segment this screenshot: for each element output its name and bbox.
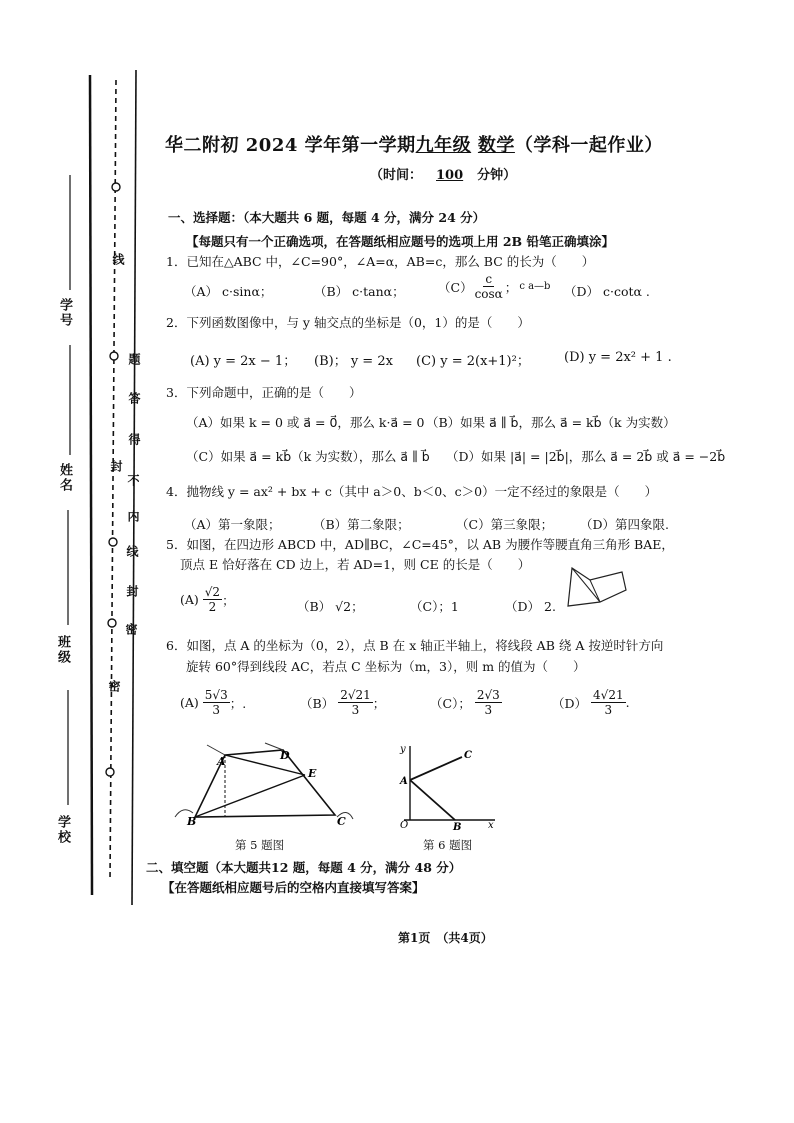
binding-line-dashed xyxy=(110,80,116,880)
q3-option-a: （A）如果 k = 0 或 a⃗ = 0⃗，那么 k·a⃗ = 0 xyxy=(186,415,425,430)
fig6-label: B xyxy=(453,822,462,830)
q4-option-b: （B）第二象限； xyxy=(313,517,410,532)
section-1-instruction: 【每题只有一个正确选项，在答题纸相应题号的选项上用 2B 铅笔正确填涂】 xyxy=(186,234,614,249)
q6-option-a: (A) $\frac{5√3}{3}$ ；. xyxy=(180,688,247,717)
q5-stem-line2: 顶点 E 恰好落在 CD 边上，若 AD=1，则 CE 的长是（ ） xyxy=(180,557,531,572)
section-2-instruction: 【在答题纸相应题号后的空格内直接填写答案】 xyxy=(162,880,425,895)
q1-stem: 1．已知在△ABC 中，∠C=90°，∠A=α，AB=c，那么 BC 的长为（ ） xyxy=(166,254,595,269)
fig5-label: B xyxy=(187,815,197,828)
binding-hole-2 xyxy=(110,352,118,360)
q3-option-d: （D）如果 |a⃗| = |2b⃗|，那么 a⃗ = 2b⃗ 或 a⃗ = −2b⃗ xyxy=(446,449,726,464)
q3-option-c: （C）如果 a⃗ = kb⃗（k 为实数），那么 a⃗ ∥ b⃗ xyxy=(186,449,430,464)
handwritten-note: c a—b xyxy=(519,281,551,292)
notice-mark: 得 xyxy=(127,433,141,445)
title-subject-suffix: （学科 xyxy=(514,135,571,156)
handwritten-sketch xyxy=(560,560,640,615)
q6-stem-line1: 6．如图，点 A 的坐标为（0，2），点 B 在 x 轴正半轴上，将线段 AB 绕 A 按逆时针方向 xyxy=(166,638,664,653)
seal-mark: 封 xyxy=(109,460,123,472)
title-tail: 一起作业） xyxy=(570,135,663,156)
title-subject: 数学 xyxy=(477,135,515,156)
notice-mark: 题 xyxy=(127,353,141,365)
notice-mark: 密 xyxy=(124,623,138,635)
fig6-label: C xyxy=(464,750,472,761)
section-2-heading: 二、填空题（本大题共12 题，每题 4 分，满分 48 分） xyxy=(146,860,462,875)
notice-mark: 答 xyxy=(127,392,141,404)
q1-option-b: （B） c·tanα； xyxy=(314,284,405,299)
binding-lines xyxy=(0,0,160,1123)
figure-5 xyxy=(165,735,365,830)
notice-mark: 内 xyxy=(126,510,140,522)
q5-option-d: （D） 2. xyxy=(505,599,556,614)
q4-option-a: （A）第一象限； xyxy=(184,517,281,532)
q6-option-c: （C）； $\frac{2√3}{3}$ xyxy=(430,688,500,717)
binding-hole-3 xyxy=(109,538,117,546)
q5-option-c: （C）；1 xyxy=(410,599,459,614)
q6-stem-line2: 旋转 60°得到线段 AC，若点 C 坐标为（m，3），则 m 的值为（ ） xyxy=(186,659,586,674)
q5-stem-line1: 5．如图，在四边形 ABCD 中，AD∥BC，∠C=45°，以 AB 为腰作等腰直角三角形 BAE， xyxy=(166,537,674,552)
notice-mark: 不 xyxy=(126,474,140,486)
q2-option-b: (B)； y = 2x xyxy=(314,354,393,369)
q5-option-b: （B） √2； xyxy=(297,599,364,614)
q6-option-b: （B） $\frac{2√21}{3}$ ； xyxy=(300,688,386,717)
fig5-quadrilateral xyxy=(195,750,335,817)
q3-stem: 3．下列命题中，正确的是（ ） xyxy=(166,385,362,400)
exam-duration: （时间： 100 分钟） xyxy=(370,168,517,183)
q2-option-a: (A) y = 2x − 1； xyxy=(190,354,297,369)
seal-mark: 密 xyxy=(107,680,121,692)
q1-option-a: （A） c·sinα； xyxy=(184,284,273,299)
fig6-label: A xyxy=(400,776,408,787)
q1-option-c-fraction: $\frac{c}{\cos\alpha}$ xyxy=(474,272,503,301)
section-1-heading: 一、选择题：（本大题共 6 题，每题 4 分，满分 24 分） xyxy=(168,210,486,225)
fig6-segment-ab xyxy=(410,780,455,820)
student-name-label: 姓名 xyxy=(57,463,72,493)
fig5-label: A xyxy=(217,755,226,768)
binding-hole-4 xyxy=(108,619,116,627)
q1-option-d: （D） c·cotα . xyxy=(564,284,650,299)
class-label: 班级 xyxy=(55,635,70,665)
seal-mark: 线 xyxy=(111,253,125,265)
q3-option-b: （B）如果 a⃗ ∥ b⃗，那么 a⃗ = kb⃗（k 为实数） xyxy=(426,415,676,430)
fig6-label: y xyxy=(400,744,406,755)
fig5-label: C xyxy=(337,815,346,828)
fig6-label: O xyxy=(400,820,409,830)
q2-option-d: (D) y = 2x² + 1 . xyxy=(564,350,672,365)
page-title xyxy=(165,131,663,157)
q6-option-d: （D） $\frac{4√21}{3}$ . xyxy=(552,688,630,717)
q4-option-d: （D）第四象限. xyxy=(580,517,669,532)
binding-hole-5 xyxy=(106,768,114,776)
notice-mark: 线 xyxy=(125,545,139,557)
q2-option-c: (C) y = 2(x+1)²； xyxy=(416,354,530,369)
fig5-label: E xyxy=(308,767,317,780)
title-grade: 九年级 xyxy=(415,135,472,156)
figure-5-caption: 第 5 题图 xyxy=(235,838,285,852)
q4-option-c: （C）第三象限； xyxy=(456,517,554,532)
fig6-label: x xyxy=(488,820,494,830)
student-id-label: 学号 xyxy=(57,298,72,328)
q4-stem: 4．抛物线 y = ax² + bx + c（其中 a＞0、b＜0、c＞0）一定不经过的象限是（ ） xyxy=(166,484,658,499)
school-label: 学校 xyxy=(55,815,70,845)
binding-line-outer xyxy=(90,75,92,895)
title-school-term: 华二附初 2024 学年第一学期 xyxy=(165,135,416,156)
notice-mark: 封 xyxy=(125,585,139,597)
fig5-label: D xyxy=(280,749,290,762)
binding-line-inner xyxy=(132,70,136,905)
figure-6-caption: 第 6 题图 xyxy=(423,838,473,852)
fig6-segment-ac xyxy=(410,757,462,780)
figure-6 xyxy=(390,740,500,830)
q5-option-a: (A) $\frac{√2}{2}$ ； xyxy=(180,585,235,614)
q1-option-c: （C） $\frac{c}{\cos\alpha}$ ； c a—b xyxy=(438,272,551,301)
duration-value: 100 xyxy=(436,168,464,183)
q2-stem: 2．下列函数图像中，与 y 轴交点的坐标是（0，1）的是（ ） xyxy=(166,315,530,330)
page-number: 第1页 （共4页） xyxy=(398,931,493,945)
binding-hole-1 xyxy=(112,183,120,191)
